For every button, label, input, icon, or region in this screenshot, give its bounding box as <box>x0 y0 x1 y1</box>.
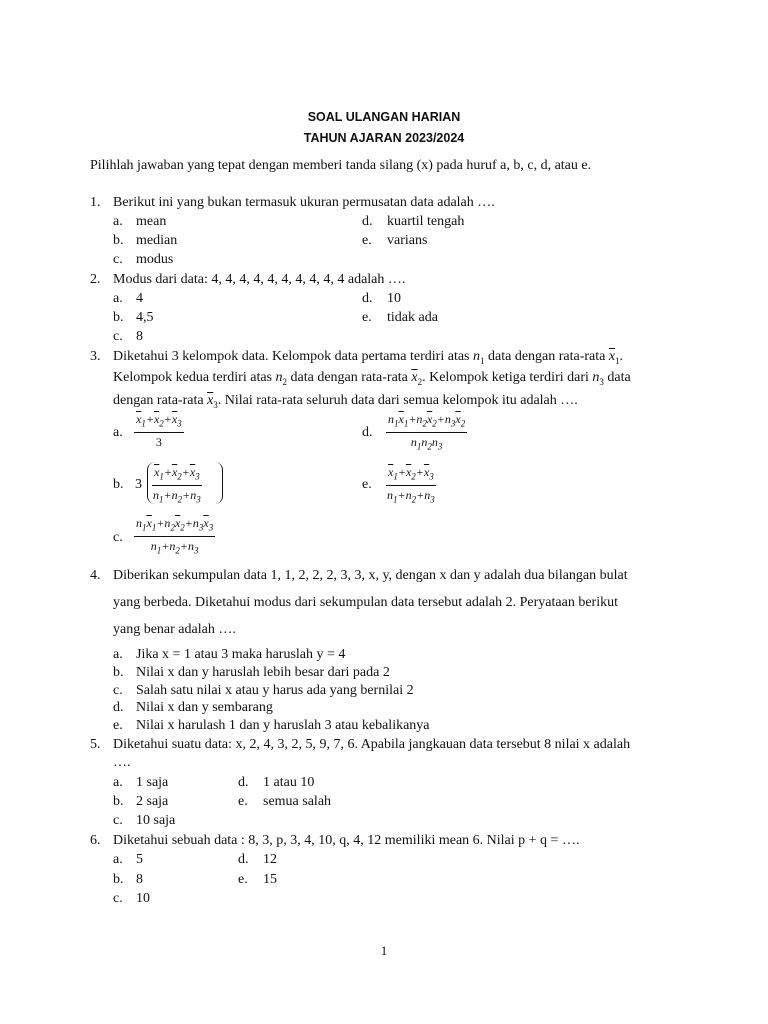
option-e: tidak ada <box>387 310 438 325</box>
option-c-formula: $\frac{n_1\overline{x}_1+n_2\overline{x}_2+n_3\overline{x}_3}{n_1+n_2+n_3}$ <box>136 516 214 556</box>
question-text-line3: yang benar adalah …. <box>113 622 236 637</box>
option-label: d. <box>362 425 373 440</box>
option-label: e. <box>362 233 372 248</box>
question-text-line1: Diberikan sekumpulan data 1, 1, 2, 2, 2, 3, 3, x, y, dengan x dan y adalah dua bilangan bulat <box>113 568 628 583</box>
option-label: d. <box>238 852 249 867</box>
option-d: 1 atau 10 <box>263 775 315 790</box>
option-label: c. <box>113 252 123 267</box>
page-number: 1 <box>380 943 388 958</box>
option-b: Nilai x dan y haruslah lebih besar dari pada 2 <box>136 665 390 680</box>
option-e: semua salah <box>263 794 332 809</box>
question-text: Modus dari data: 4, 4, 4, 4, 4, 4, 4, 4, 4, 4 adalah …. <box>113 272 406 287</box>
option-a-formula: $\frac{\overline{x}_1+\overline{x}_2+\overline{x}_3}{3}$ <box>136 412 182 450</box>
option-label: a. <box>113 214 123 229</box>
option-label: e. <box>238 794 248 809</box>
option-label: c. <box>113 683 123 698</box>
option-label: a. <box>113 852 123 867</box>
text: Kelompok kedua terdiri atas <box>113 370 273 385</box>
option-a: mean <box>136 214 167 229</box>
option-b: 4,5 <box>136 310 154 325</box>
option-label: d. <box>113 700 124 715</box>
option-e-formula: $\frac{\overline{x}_1+\overline{x}_2+\overline{x}_3}{n_1+n_2+n_3}$ <box>386 465 435 505</box>
option-e: Nilai x harulash 1 dan y haruslah 3 atau kebalikanya <box>136 718 430 733</box>
option-label: c. <box>113 530 123 545</box>
question-number: 6. <box>90 833 101 848</box>
option-label: b. <box>113 794 124 809</box>
option-label: e. <box>362 477 372 492</box>
question-number: 5. <box>90 737 101 752</box>
option-label: c. <box>113 891 123 906</box>
question-number: 1. <box>90 195 101 210</box>
question-number: 3. <box>90 349 101 364</box>
text: data dengan rata-rata <box>488 349 606 364</box>
text: dengan rata-rata <box>113 393 204 408</box>
text: data dengan rata-rata <box>290 370 408 385</box>
option-label: c. <box>113 813 123 828</box>
exam-title: SOAL ULANGAN HARIAN <box>307 110 461 124</box>
option-b: 8 <box>136 872 143 887</box>
option-label: d. <box>362 214 373 229</box>
option-d-formula: $\frac{n_1\overline{x}_1+n_2\overline{x}_2+n_3\overline{x}_2}{n_1n_2n_3}$ <box>388 412 466 452</box>
question-text: Diketahui sebuah data : 8, 3, p, 3, 4, 10, q, 4, 12 memiliki mean 6. Nilai p + q = …. <box>113 833 580 848</box>
option-label: b. <box>113 872 124 887</box>
question-text-line2: yang berbeda. Diketahui modus dari sekumpulan data tersebut adalah 2. Peryataan berikut <box>113 595 618 610</box>
instruction: Pilihlah jawaban yang tepat dengan memberi tanda silang (x) pada huruf a, b, c, d, atau e. <box>90 158 592 173</box>
option-label: d. <box>238 775 249 790</box>
option-b-formula: $\frac{\overline{x}_1+\overline{x}_2+\overline{x}_3}{n_1+n_2+n_3}$ <box>152 465 201 505</box>
question-text-line2: Kelompok kedua terdiri atas $n_2$ data dengan rata-rata $\overline{x}_2$. Kelompok ketiga terdiri dari $n_3$ data <box>113 370 631 387</box>
text: . Nilai rata-rata seluruh data dari semua kelompok itu adalah …. <box>217 393 578 408</box>
text: data <box>607 370 631 385</box>
option-e: varians <box>387 233 428 248</box>
option-c: Salah satu nilai x atau y harus ada yang bernilai 2 <box>136 683 414 698</box>
option-label: a. <box>113 425 123 440</box>
question-text-line1: Diketahui 3 kelompok data. Kelompok data pertama terdiri atas $n_1$ data dengan rata-rata $\overline{x}_1$. <box>113 349 624 366</box>
option-label: b. <box>113 477 124 492</box>
option-label: a. <box>113 775 123 790</box>
option-e: 15 <box>263 872 277 887</box>
option-a: 4 <box>136 291 143 306</box>
option-b: 2 saja <box>136 794 169 809</box>
question-text-line1: Diketahui suatu data: x, 2, 4, 3, 2, 5, 9, 7, 6. Apabila jangkauan data tersebut 8 nilai x adalah <box>113 737 631 752</box>
school-year: TAHUN AJARAN 2023/2024 <box>303 131 465 145</box>
option-b-coefficient: 3 <box>135 477 142 492</box>
option-d: 12 <box>263 852 277 867</box>
option-label: e. <box>362 310 372 325</box>
option-c: modus <box>136 252 174 267</box>
option-a: 5 <box>136 852 143 867</box>
option-label: b. <box>113 310 124 325</box>
option-d: 10 <box>387 291 401 306</box>
question-text-line3: dengan rata-rata $\overline{x}_3$. Nilai rata-rata seluruh data dari semua kelompok itu adalah …. <box>113 393 578 410</box>
question-text-line2: …. <box>113 755 131 770</box>
option-label: a. <box>113 291 123 306</box>
option-d: Nilai x dan y sembarang <box>136 700 273 715</box>
option-label: e. <box>238 872 248 887</box>
option-label: d. <box>362 291 373 306</box>
question-number: 2. <box>90 272 101 287</box>
text: Diketahui 3 kelompok data. Kelompok data pertama terdiri atas <box>113 349 470 364</box>
option-d: kuartil tengah <box>387 214 465 229</box>
question-number: 4. <box>90 568 101 583</box>
option-c: 10 saja <box>136 813 176 828</box>
option-label: b. <box>113 665 124 680</box>
option-a: Jika x = 1 atau 3 maka haruslah y = 4 <box>136 647 346 662</box>
text: . Kelompok ketiga terdiri dari <box>422 370 589 385</box>
option-c: 10 <box>136 891 150 906</box>
option-label: b. <box>113 233 124 248</box>
option-b: median <box>136 233 178 248</box>
option-label: e. <box>113 718 123 733</box>
option-a: 1 saja <box>136 775 169 790</box>
option-c: 8 <box>136 329 143 344</box>
option-label: c. <box>113 329 123 344</box>
option-label: a. <box>113 647 123 662</box>
question-text: Berikut ini yang bukan termasuk ukuran permusatan data adalah …. <box>113 195 495 210</box>
